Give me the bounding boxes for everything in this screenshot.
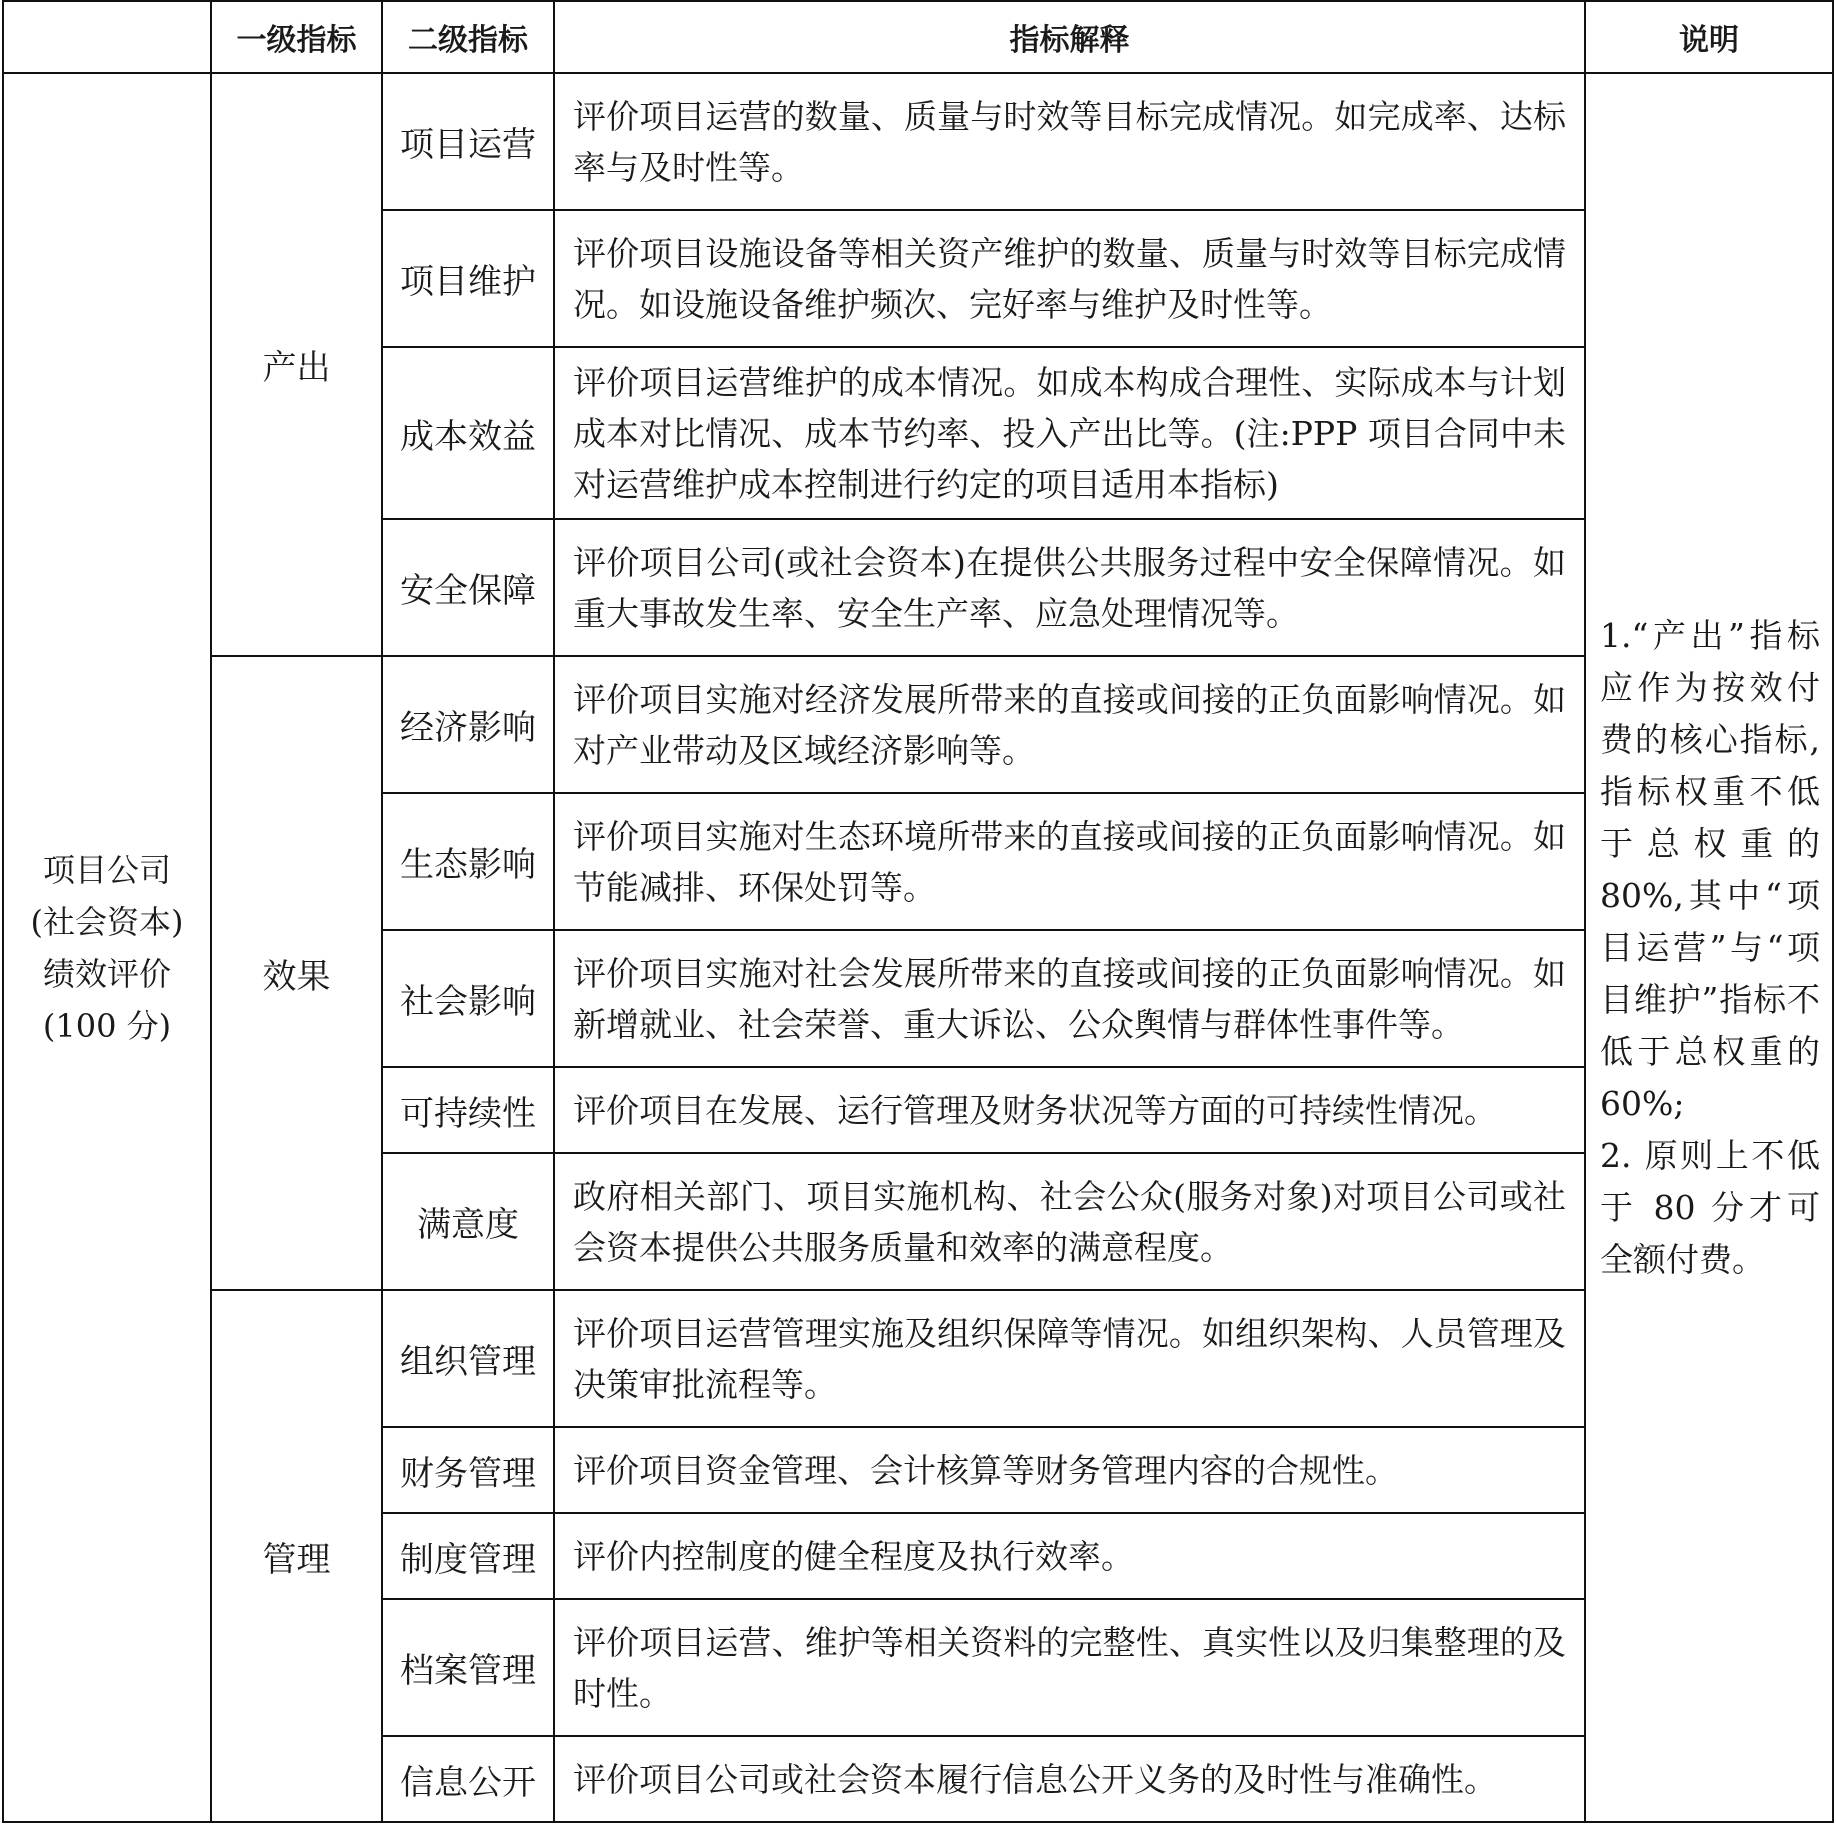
level2-cell: 安全保障: [382, 519, 554, 656]
explanation-cell: 评价项目实施对生态环境所带来的直接或间接的正负面影响情况。如节能减排、环保处罚等。: [554, 793, 1585, 930]
table-row: [3, 1290, 1833, 1427]
category-cell: [3, 73, 211, 1822]
explanation-cell: 评价项目运营的数量、质量与时效等目标完成情况。如完成率、达标率与及时性等。: [554, 73, 1585, 210]
level2-cell: 满意度: [382, 1153, 554, 1290]
explanation-cell: 评价项目资金管理、会计核算等财务管理内容的合规性。: [554, 1427, 1585, 1513]
level1-effect: 效果: [211, 656, 382, 1290]
level2-cell: 财务管理: [382, 1427, 554, 1513]
level2-cell: 可持续性: [382, 1067, 554, 1153]
header-blank: [3, 1, 211, 73]
notes-cell: 1.“产出”指标应作为按效付费的核心指标,指标权重不低于总权重的80%,其中“项目运营”与“项目维护”指标不低于总权重的 60%; 2. 原则上不低于 80 分才可全额付费。: [1585, 73, 1833, 1822]
level2-cell: 项目运营: [382, 73, 554, 210]
header-level1: 一级指标: [211, 1, 382, 73]
header-explanation: 指标解释: [554, 1, 1585, 73]
explanation-cell: 评价项目实施对经济发展所带来的直接或间接的正负面影响情况。如对产业带动及区域经济影响等。: [554, 656, 1585, 793]
explanation-cell: 评价内控制度的健全程度及执行效率。: [554, 1513, 1585, 1599]
explanation-cell: 评价项目运营、维护等相关资料的完整性、真实性以及归集整理的及时性。: [554, 1599, 1585, 1736]
category-line: (社会资本): [30, 902, 184, 941]
level2-cell: 社会影响: [382, 930, 554, 1067]
explanation-cell: 评价项目设施设备等相关资产维护的数量、质量与时效等目标完成情况。如设施设备维护频次、完好率与维护及时性等。: [554, 210, 1585, 347]
level1-output: 产出: [211, 73, 382, 656]
level2-cell: 生态影响: [382, 793, 554, 930]
category-line: 绩效评价: [42, 954, 171, 993]
header-row: [3, 1, 1833, 73]
performance-indicator-table: [2, 0, 1834, 1823]
level2-cell: 成本效益: [382, 347, 554, 519]
explanation-cell: 评价项目运营管理实施及组织保障等情况。如组织架构、人员管理及决策审批流程等。: [554, 1290, 1585, 1427]
explanation-cell: 评价项目实施对社会发展所带来的直接或间接的正负面影响情况。如新增就业、社会荣誉、重大诉讼、公众舆情与群体性事件等。: [554, 930, 1585, 1067]
level1-management: 管理: [211, 1290, 382, 1822]
level2-cell: 组织管理: [382, 1290, 554, 1427]
header-notes: 说明: [1585, 1, 1833, 73]
explanation-cell: 评价项目运营维护的成本情况。如成本构成合理性、实际成本与计划成本对比情况、成本节约率、投入产出比等。(注:PPP 项目合同中未对运营维护成本控制进行约定的项目适用本指标): [554, 347, 1585, 519]
level2-cell: 项目维护: [382, 210, 554, 347]
explanation-cell: 评价项目在发展、运行管理及财务状况等方面的可持续性情况。: [554, 1067, 1585, 1153]
level2-cell: 档案管理: [382, 1599, 554, 1736]
level2-cell: 信息公开: [382, 1736, 554, 1822]
level2-cell: 制度管理: [382, 1513, 554, 1599]
level2-cell: 经济影响: [382, 656, 554, 793]
explanation-cell: 评价项目公司或社会资本履行信息公开义务的及时性与准确性。: [554, 1736, 1585, 1822]
table-row: [3, 73, 1833, 210]
category-line: (100 分): [42, 1006, 172, 1045]
header-level2: 二级指标: [382, 1, 554, 73]
table-row: [3, 656, 1833, 793]
explanation-cell: 评价项目公司(或社会资本)在提供公共服务过程中安全保障情况。如重大事故发生率、安全生产率、应急处理情况等。: [554, 519, 1585, 656]
category-line: 项目公司: [42, 850, 171, 889]
explanation-cell: 政府相关部门、项目实施机构、社会公众(服务对象)对项目公司或社会资本提供公共服务质量和效率的满意程度。: [554, 1153, 1585, 1290]
